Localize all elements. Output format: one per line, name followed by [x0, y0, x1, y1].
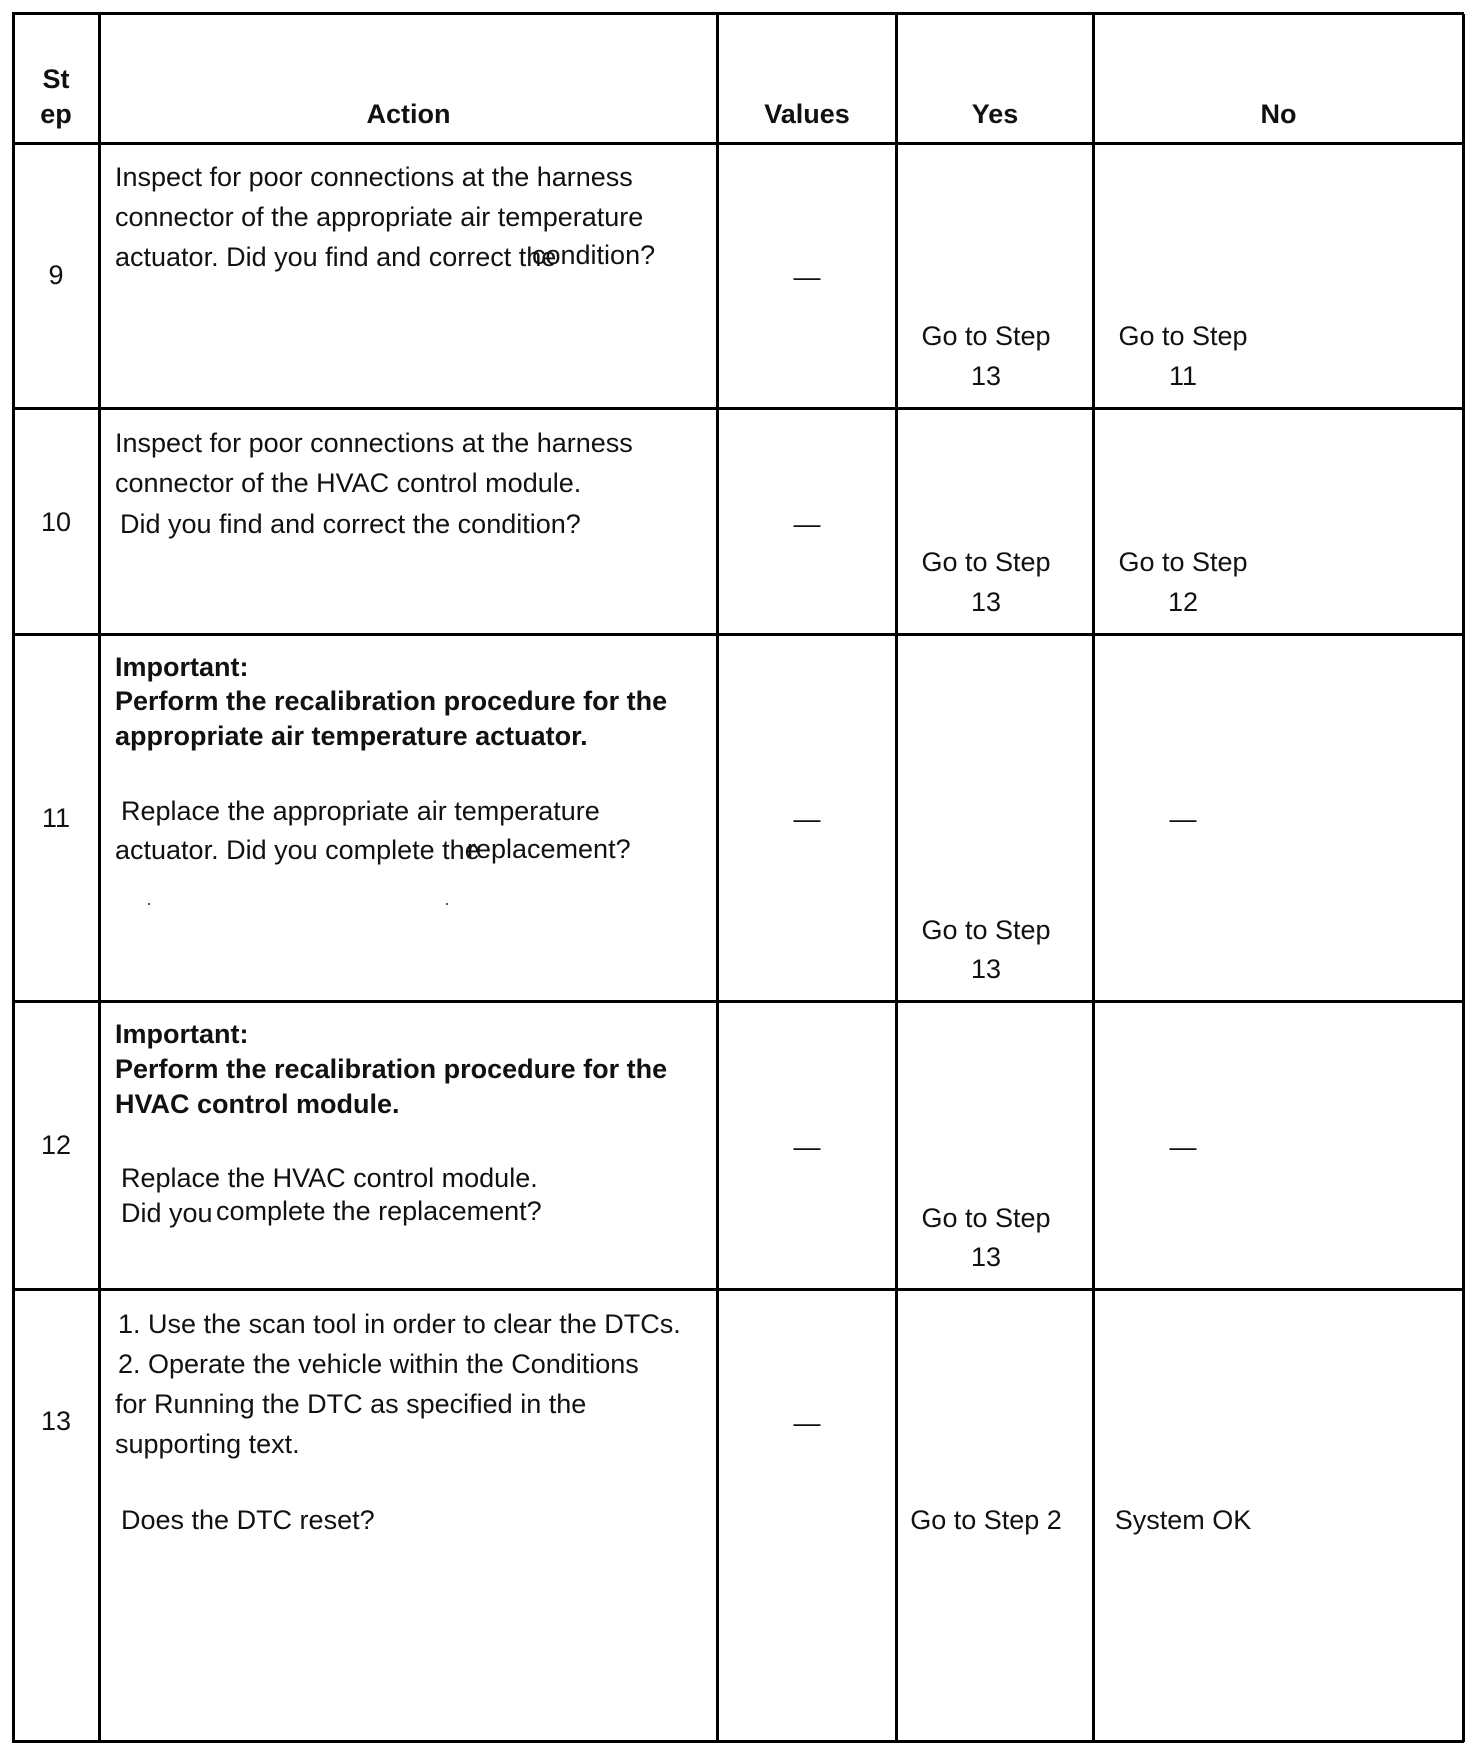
yes-cell: 13	[970, 361, 1002, 391]
action-text: connector of the HVAC control module.	[115, 468, 582, 498]
action-text: Inspect for poor connections at the harness	[115, 428, 633, 458]
header-yes: Yes	[971, 99, 1019, 129]
values-cell: —	[793, 262, 821, 292]
header-values: Values	[764, 99, 850, 129]
step-number: 9	[48, 260, 64, 290]
row-divider	[12, 633, 1464, 636]
action-text: 1. Use the scan tool in order to clear the DTCs.	[118, 1309, 681, 1339]
important-text: appropriate air temperature actuator.	[115, 721, 588, 751]
yes-cell: Go to Step	[921, 1203, 1051, 1233]
action-text: Inspect for poor connections at the harness	[115, 162, 633, 192]
important-text: Perform the recalibration procedure for the	[115, 1054, 668, 1084]
action-text: Did you	[121, 1198, 213, 1228]
step-number: 13	[40, 1406, 72, 1436]
row-divider	[12, 407, 1464, 410]
action-text: Replace the HVAC control module.	[121, 1163, 538, 1193]
column-divider	[1092, 14, 1095, 1742]
action-text: actuator. Did you find and correct the	[115, 242, 557, 272]
no-cell: 11	[1168, 361, 1198, 391]
action-text: complete the replacement?	[216, 1196, 542, 1226]
important-text: HVAC control module.	[115, 1089, 400, 1119]
header-action: Action	[366, 99, 451, 129]
action-text: Does the DTC reset?	[121, 1505, 375, 1535]
row-divider	[12, 1288, 1464, 1291]
step-number: 10	[40, 507, 72, 537]
values-cell: —	[793, 804, 821, 834]
action-text: Did you find and correct the condition?	[120, 509, 581, 539]
yes-cell: 13	[970, 954, 1002, 984]
action-text: Replace the appropriate air temperature	[121, 796, 600, 826]
no-cell: 12	[1167, 587, 1199, 617]
header-step-line1: St	[42, 64, 70, 94]
header-step-line2: ep	[40, 99, 72, 129]
row-divider	[12, 1000, 1464, 1003]
no-cell: Go to Step	[1118, 321, 1248, 351]
stray-mark	[446, 903, 448, 905]
table-border-right	[1462, 14, 1465, 1742]
row-divider	[12, 142, 1464, 145]
column-divider	[895, 14, 898, 1742]
values-cell: —	[793, 1132, 821, 1162]
no-cell: System OK	[1114, 1505, 1252, 1535]
yes-cell: Go to Step 2	[910, 1505, 1062, 1535]
yes-cell: Go to Step	[921, 547, 1051, 577]
important-text: Perform the recalibration procedure for the	[115, 686, 668, 716]
values-cell: —	[793, 509, 821, 539]
action-text: connector of the appropriate air temperature	[115, 202, 644, 232]
important-label: Important:	[115, 1019, 249, 1049]
table-border-top	[12, 12, 1464, 15]
no-cell: Go to Step	[1118, 547, 1248, 577]
values-cell: —	[793, 1408, 821, 1438]
yes-cell: 13	[970, 1242, 1002, 1272]
step-number: 12	[40, 1130, 72, 1160]
important-label: Important:	[115, 652, 249, 682]
action-text: 2. Operate the vehicle within the Conditions	[118, 1349, 639, 1379]
action-text: replacement?	[467, 834, 631, 864]
header-no: No	[1260, 99, 1297, 129]
no-cell: —	[1169, 1132, 1197, 1162]
action-text: supporting text.	[115, 1429, 300, 1459]
column-divider	[98, 14, 101, 1742]
step-number: 11	[41, 803, 71, 833]
yes-cell: Go to Step	[921, 321, 1051, 351]
action-text: actuator. Did you complete the	[115, 835, 480, 865]
action-text: condition?	[532, 240, 656, 270]
table-border-bottom	[12, 1740, 1464, 1743]
stray-mark	[148, 903, 150, 905]
yes-cell: 13	[970, 587, 1002, 617]
action-text: for Running the DTC as specified in the	[115, 1389, 587, 1419]
yes-cell: Go to Step	[921, 915, 1051, 945]
no-cell: —	[1169, 804, 1197, 834]
